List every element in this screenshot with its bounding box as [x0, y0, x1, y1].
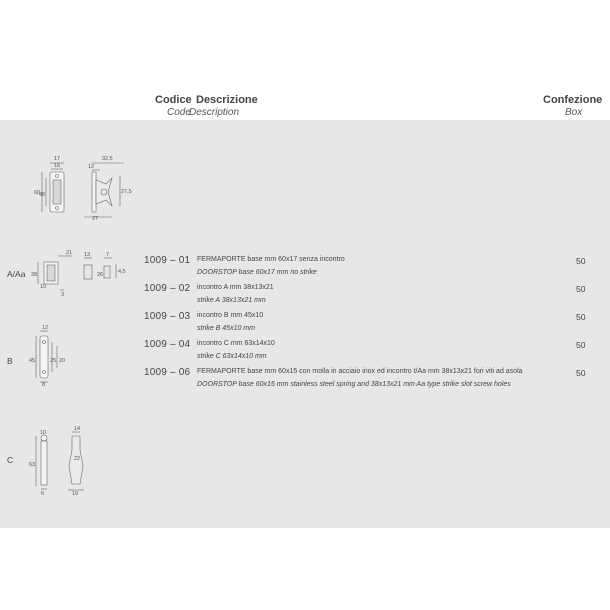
row-qty: 50	[576, 312, 586, 322]
group-label-b: B	[7, 356, 13, 366]
dim-label: 10	[40, 430, 47, 436]
dim-label: 38	[31, 272, 38, 278]
row-qty: 50	[576, 284, 586, 294]
row-desc-en: strike C 63x14x10 mm	[197, 353, 267, 360]
header-box-en: Box	[565, 107, 583, 118]
dim-label: 20	[59, 358, 66, 364]
row-desc-en: DOORSTOP base 60x15 mm stainless steel spring and 38x13x21 mm Aa type strike slot screw holes	[197, 381, 511, 388]
dim-label: 7	[106, 252, 110, 258]
dim-label: 19	[72, 491, 79, 497]
row-code: 1009 – 04	[144, 339, 191, 350]
strike-c-drawing	[28, 426, 98, 496]
group-label-a: A/Aa	[7, 269, 26, 279]
dim-label: 6	[41, 491, 45, 497]
dim-label: 45	[29, 358, 36, 364]
header-code-en: Code	[167, 107, 191, 118]
dim-label: 8	[42, 382, 46, 388]
dim-label: 13	[84, 252, 91, 258]
strike-b-drawing	[28, 326, 88, 386]
header-desc-en: Description	[189, 107, 240, 118]
dim-label: 17	[54, 156, 61, 162]
row-desc-en: DOORSTOP base 60x17 mm no strike	[197, 269, 317, 276]
row-desc-en: strike A 38x13x21 mm	[197, 297, 266, 304]
dim-label: 12	[88, 164, 95, 170]
dim-label: 21	[66, 250, 73, 256]
strike-a-drawing	[28, 248, 138, 298]
dim-label: 25	[50, 358, 57, 364]
row-desc: FERMAPORTE base mm 60x15 con molla in acciaio inox ed incontro t/Aa mm 38x13x21 fori viti ad asola	[197, 368, 523, 375]
row-code: 1009 – 01	[144, 255, 191, 266]
row-desc: incontro A mm 38x13x21	[197, 284, 274, 291]
dim-label: 27,5	[121, 189, 132, 195]
row-qty: 50	[576, 340, 586, 350]
dim-label: 12	[42, 325, 49, 331]
row-desc: FERMAPORTE base mm 60x17 senza incontro	[197, 256, 345, 263]
dim-label: 22	[74, 456, 81, 462]
row-code: 1009 – 03	[144, 311, 191, 322]
dim-label: 26	[97, 272, 104, 278]
group-label-c: C	[7, 455, 14, 465]
dim-label: 32,5	[102, 156, 113, 162]
dim-label: 48	[39, 192, 46, 198]
dim-label: 10	[40, 284, 47, 290]
row-desc-en: strike B 45x10 mm	[197, 325, 255, 332]
row-code: 1009 – 02	[144, 283, 191, 294]
header-desc-it: Descrizione	[196, 94, 258, 106]
dim-label: 4,5	[118, 269, 126, 275]
header-code-it: Codice	[155, 94, 192, 106]
dim-label: 60	[34, 190, 41, 196]
header-box-it: Confezione	[543, 94, 603, 106]
row-qty: 50	[576, 368, 586, 378]
dim-label: 27	[92, 216, 99, 222]
dim-label: 3	[61, 292, 65, 298]
doorstop-base-drawing	[28, 150, 138, 225]
dim-label: 14	[74, 426, 81, 432]
row-desc: incontro B mm 45x10	[197, 312, 264, 319]
row-desc: incontro C mm 63x14x10	[197, 340, 275, 347]
dim-label: 63	[29, 462, 36, 468]
row-qty: 50	[576, 256, 586, 266]
dim-label: 16	[54, 163, 61, 169]
row-code: 1009 – 06	[144, 367, 191, 378]
